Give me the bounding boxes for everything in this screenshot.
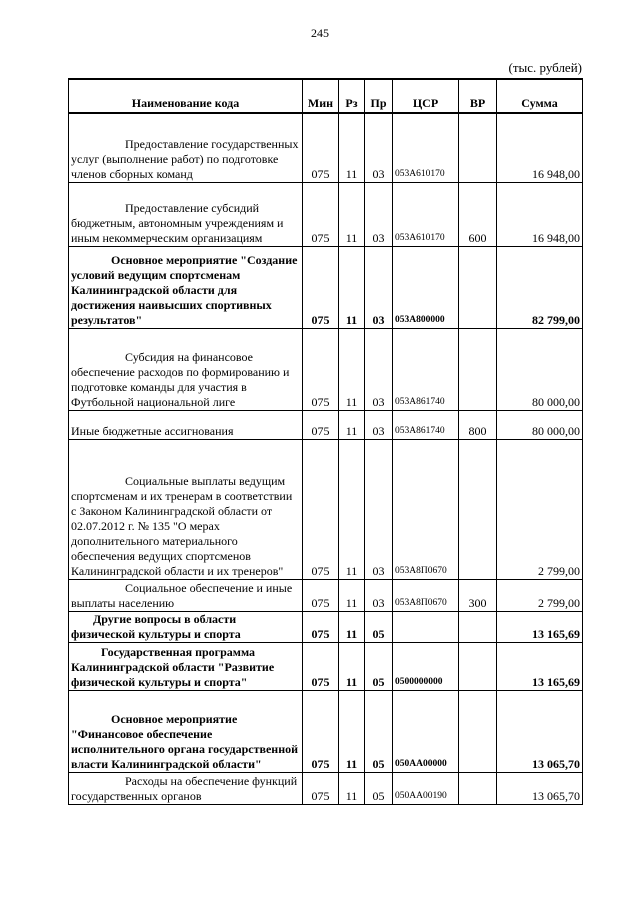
header-name: Наименование кода: [69, 79, 303, 113]
row-sum: 2 799,00: [497, 579, 583, 611]
row-name: Основное мероприятие "Финансовое обеспечение исполнительного органа государственной власти Калининградской области": [69, 690, 303, 772]
row-rz: 11: [339, 410, 365, 439]
table-row: [69, 439, 583, 579]
table-row: [69, 410, 583, 439]
row-vr: [459, 642, 497, 690]
row-rz: 11: [339, 328, 365, 410]
header-csr: ЦСР: [393, 79, 459, 113]
table-row: [69, 182, 583, 246]
row-rz: 11: [339, 579, 365, 611]
row-min: 075: [303, 611, 339, 642]
row-rz: 11: [339, 611, 365, 642]
row-sum: 13 165,69: [497, 642, 583, 690]
row-vr: 300: [459, 579, 497, 611]
row-rz: 11: [339, 690, 365, 772]
row-vr: [459, 772, 497, 804]
row-vr: 800: [459, 410, 497, 439]
row-vr: [459, 113, 497, 182]
unit-note: (тыс. рублей): [508, 60, 582, 75]
row-rz: 11: [339, 246, 365, 328]
row-name: Государственная программа Калининградской области "Развитие физической культуры и спорта": [69, 642, 303, 690]
header-sum: Сумма: [497, 79, 583, 113]
row-min: 075: [303, 579, 339, 611]
row-pr: 03: [365, 328, 393, 410]
row-csr: 053А8П0670: [393, 579, 459, 611]
row-sum: 13 165,69: [497, 611, 583, 642]
row-pr: 03: [365, 182, 393, 246]
row-min: 075: [303, 690, 339, 772]
row-sum: 16 948,00: [497, 113, 583, 182]
row-min: 075: [303, 328, 339, 410]
row-csr: 053А861740: [393, 410, 459, 439]
row-sum: 82 799,00: [497, 246, 583, 328]
row-pr: 05: [365, 642, 393, 690]
row-pr: 05: [365, 611, 393, 642]
row-pr: 03: [365, 246, 393, 328]
row-vr: [459, 439, 497, 579]
row-vr: [459, 246, 497, 328]
row-name: Расходы на обеспечение функций государственных органов: [69, 772, 303, 804]
row-name: Основное мероприятие "Создание условий ведущим спортсменам Калининградской области для достижения наивысших спортивных результатов": [69, 246, 303, 328]
table-row: [69, 113, 583, 182]
table-row: [69, 642, 583, 690]
row-rz: 11: [339, 439, 365, 579]
table-row: [69, 690, 583, 772]
row-sum: 80 000,00: [497, 410, 583, 439]
header-pr: Пр: [365, 79, 393, 113]
table-header-row: [69, 79, 583, 113]
row-vr: [459, 690, 497, 772]
row-min: 075: [303, 246, 339, 328]
row-rz: 11: [339, 113, 365, 182]
row-csr: 053А610170: [393, 182, 459, 246]
row-sum: 16 948,00: [497, 182, 583, 246]
row-sum: 2 799,00: [497, 439, 583, 579]
row-vr: 600: [459, 182, 497, 246]
row-csr: [393, 611, 459, 642]
budget-table: [68, 78, 583, 805]
row-pr: 03: [365, 579, 393, 611]
table-row: [69, 246, 583, 328]
row-rz: 11: [339, 182, 365, 246]
row-min: 075: [303, 410, 339, 439]
row-name: Субсидия на финансовое обеспечение расходов по формированию и подготовке команды для участия в Футбольной национальной лиге: [69, 328, 303, 410]
row-sum: 13 065,70: [497, 690, 583, 772]
row-name: Социальное обеспечение и иные выплаты населению: [69, 579, 303, 611]
row-name: Другие вопросы в области физической культуры и спорта: [69, 611, 303, 642]
row-pr: 05: [365, 690, 393, 772]
row-min: 075: [303, 113, 339, 182]
row-pr: 03: [365, 439, 393, 579]
row-pr: 03: [365, 410, 393, 439]
table-row: [69, 328, 583, 410]
row-csr: 053А610170: [393, 113, 459, 182]
row-name: Иные бюджетные ассигнования: [69, 410, 303, 439]
row-pr: 03: [365, 113, 393, 182]
row-csr: 053А800000: [393, 246, 459, 328]
row-min: 075: [303, 439, 339, 579]
table-row: [69, 772, 583, 804]
row-csr: 053А8П0670: [393, 439, 459, 579]
row-name: Социальные выплаты ведущим спортсменам и их тренерам в соответствии с Законом Калининградской области от 02.07.2012 г. № 135 "О мерах дополнительного материального обеспечения ведущих спортсменов Калининградской области и их тренеров": [69, 439, 303, 579]
row-rz: 11: [339, 642, 365, 690]
row-name: Предоставление субсидий бюджетным, автономным учреждениям и иным некоммерческим организациям: [69, 182, 303, 246]
row-min: 075: [303, 772, 339, 804]
row-vr: [459, 611, 497, 642]
row-min: 075: [303, 182, 339, 246]
header-min: Мин: [303, 79, 339, 113]
header-vr: ВР: [459, 79, 497, 113]
table-row: [69, 611, 583, 642]
row-sum: 80 000,00: [497, 328, 583, 410]
row-pr: 05: [365, 772, 393, 804]
row-sum: 13 065,70: [497, 772, 583, 804]
row-csr: 0500000000: [393, 642, 459, 690]
row-csr: 050АА00190: [393, 772, 459, 804]
row-csr: 053А861740: [393, 328, 459, 410]
row-min: 075: [303, 642, 339, 690]
page-number: 245: [311, 26, 329, 40]
row-vr: [459, 328, 497, 410]
row-name: Предоставление государственных услуг (выполнение работ) по подготовке членов сборных команд: [69, 113, 303, 182]
table-row: [69, 579, 583, 611]
header-rz: Рз: [339, 79, 365, 113]
row-rz: 11: [339, 772, 365, 804]
row-csr: 050АА00000: [393, 690, 459, 772]
